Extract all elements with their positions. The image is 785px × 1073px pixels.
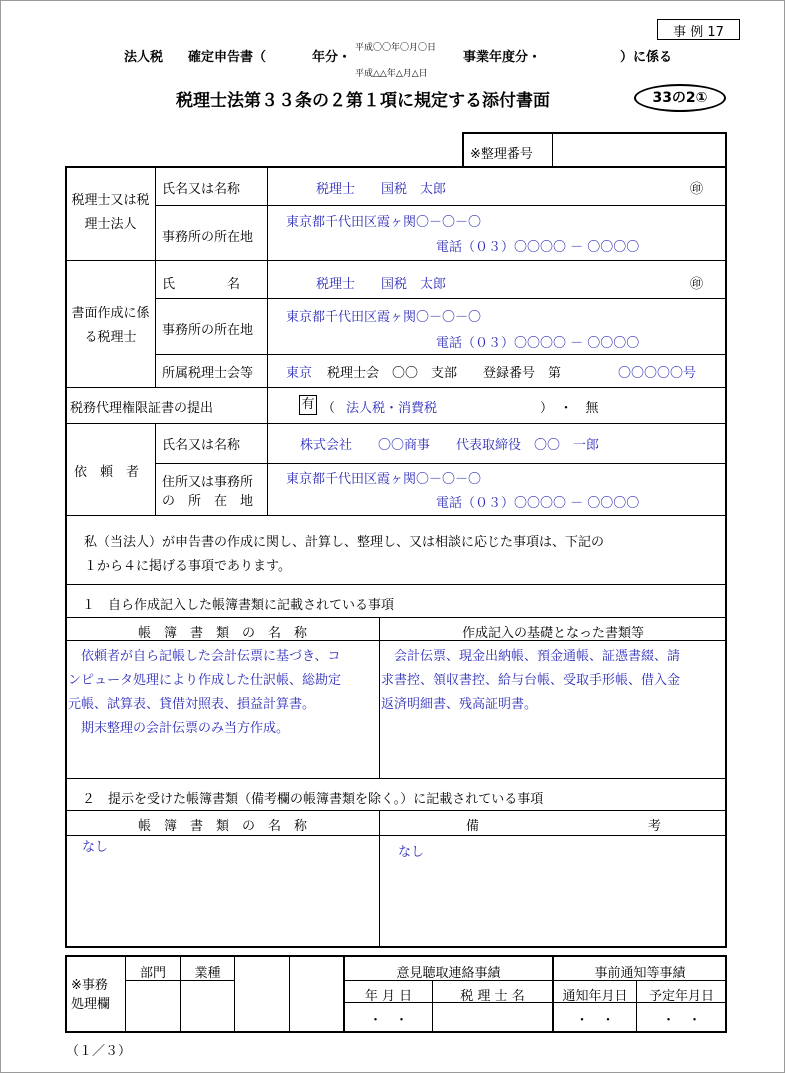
association-city[interactable]: 東京 [286,366,313,381]
section1-books-list[interactable] [68,645,341,741]
section1-basis-list[interactable] [381,645,680,717]
client-section-label: 依 頼 者 [74,465,140,480]
tax-accountant-address[interactable]: 東京都千代田区霞ヶ関〇－〇－〇 [286,215,482,230]
tax-accountant-address-label: 事務所の所在地 [162,230,254,245]
section1-heading: １ 自ら作成記入した帳簿書類に記載されている事項 [82,598,395,613]
client-address-label-2: の 所 在 地 [162,494,254,509]
client-address-label-1: 住所又は事務所 [162,475,254,490]
seal-mark: ㊞ [690,277,704,292]
section1-basis-line: 会計伝票、現金出納帳、預金通帳、証憑書綴、請 [381,649,681,664]
section2-heading: ２ 提示を受けた帳簿書類（備考欄の帳簿書類を除く。）に記載されている事項 [82,792,544,807]
preparer-section-label: 書面作成に係る税理士 [71,306,150,345]
section1-basis-line: 求書控、領収書控、給与台帳、受取手形帳、借入金 [381,673,681,688]
date-from: 平成〇〇年〇月〇日 [355,43,437,53]
opinion-hearing-header: 意見聴取連絡事績 [396,966,501,981]
yes-checkbox[interactable]: 有 [299,395,317,415]
statement-line-2: １から４に掲げる事項であります。 [84,559,291,574]
scheduled-date-label: 予定年月日 [648,989,714,1004]
concerning: ）に係る [620,50,673,65]
return-type: 確定申告書（ [188,50,267,65]
page-number: （１／３） [66,1044,132,1059]
preparer-name-label: 氏 名 [162,277,241,292]
association-label: 所属税理士会等 [162,366,254,381]
office-use-label-2: 処理欄 [71,997,111,1012]
statement-line-1: 私（当法人）が申告書の作成に関し、計算し、整理し、又は相談に応じた事項は、下記の [84,535,605,550]
tax-accountant-phone[interactable]: 電話（０３）〇〇〇〇 － 〇〇〇〇 [436,240,640,255]
registration-number[interactable]: 〇〇〇〇〇号 [618,366,697,381]
section1-books-line: 依頼者が自ら記帳した会計伝票に基づき、コ [68,649,341,664]
power-of-attorney-label: 税務代理権限証書の提出 [70,401,214,416]
section2-col2-header: 備 考 [466,819,662,834]
section2-col1-header: 帳 簿 書 類 の 名 称 [137,819,307,834]
client-phone[interactable]: 電話（０３）〇〇〇〇 － 〇〇〇〇 [436,496,640,511]
case-label: 事 例 17 [673,25,724,40]
preparer-phone[interactable]: 電話（０３）〇〇〇〇 － 〇〇〇〇 [436,336,640,351]
no-option[interactable]: ） ・ 無 [540,401,599,416]
industry-label: 業種 [194,966,221,981]
client-name-label: 氏名又は名称 [162,438,241,453]
section1-col2-header: 作成記入の基礎となった書類等 [461,626,644,641]
ref-number-label: ※整理番号 [470,147,533,162]
section1-col1-header: 帳 簿 書 類 の 名 称 [137,626,307,641]
preparer-name[interactable]: 税理士 国税 太郎 [316,277,447,292]
opinion-date-field[interactable]: ・ ・ [368,1013,408,1028]
date-to: 平成△△年△月△日 [355,69,428,79]
section2-books-text[interactable]: なし [82,840,109,855]
section1-books-line: ンピュータ処理により作成した仕訳帳、総勘定 [68,673,342,688]
tax-type: 法人税 [124,50,164,65]
client-address[interactable]: 東京都千代田区霞ヶ関〇－〇－〇 [286,472,482,487]
client-name[interactable]: 株式会社 〇〇商事 代表取締役 〇〇 一郎 [300,438,600,453]
ref-number-field[interactable] [556,135,724,165]
year-label: 年分・ [312,50,352,65]
section1-books-line: 期末整理の会計伝票のみ当方作成。 [68,721,290,736]
open-paren: （ [322,401,336,416]
power-of-attorney-detail[interactable]: 法人税・消費税 [346,401,438,416]
prior-notice-header: 事前通知等事績 [594,966,686,981]
association-detail: 税理士会 〇〇 支部 登録番号 第 [327,366,562,381]
form-badge: 33の2① [634,84,726,112]
section2-remarks-text[interactable]: なし [398,845,425,860]
scheduled-date-field[interactable]: ・ ・ [661,1013,701,1028]
notice-date-label: 通知年月日 [562,989,628,1004]
page-title: 税理士法第３３条の２第１項に規定する添付書面 [176,91,550,111]
section1-basis-line: 返済明細書、残高証明書。 [381,697,538,712]
notice-date-field[interactable]: ・ ・ [575,1013,615,1028]
section1-books-line: 元帳、試算表、貸借対照表、損益計算書。 [68,697,316,712]
preparer-address[interactable]: 東京都千代田区霞ヶ関〇－〇－〇 [286,310,482,325]
tax-accountant-name-label: 氏名又は名称 [162,182,241,197]
department-label: 部門 [139,966,166,981]
period-label: 事業年度分・ [463,50,542,65]
tax-accountant-section-label: 税理士又は税理士法人 [71,193,150,232]
opinion-date-label: 年 月 日 [364,989,413,1004]
tax-accountant-name[interactable]: 税理士 国税 太郎 [316,182,447,197]
accountant-name-label: 税 理 士 名 [460,989,525,1004]
seal-mark: ㊞ [690,182,704,197]
preparer-address-label: 事務所の所在地 [162,323,254,338]
office-use-label-1: ※事務 [71,978,108,993]
